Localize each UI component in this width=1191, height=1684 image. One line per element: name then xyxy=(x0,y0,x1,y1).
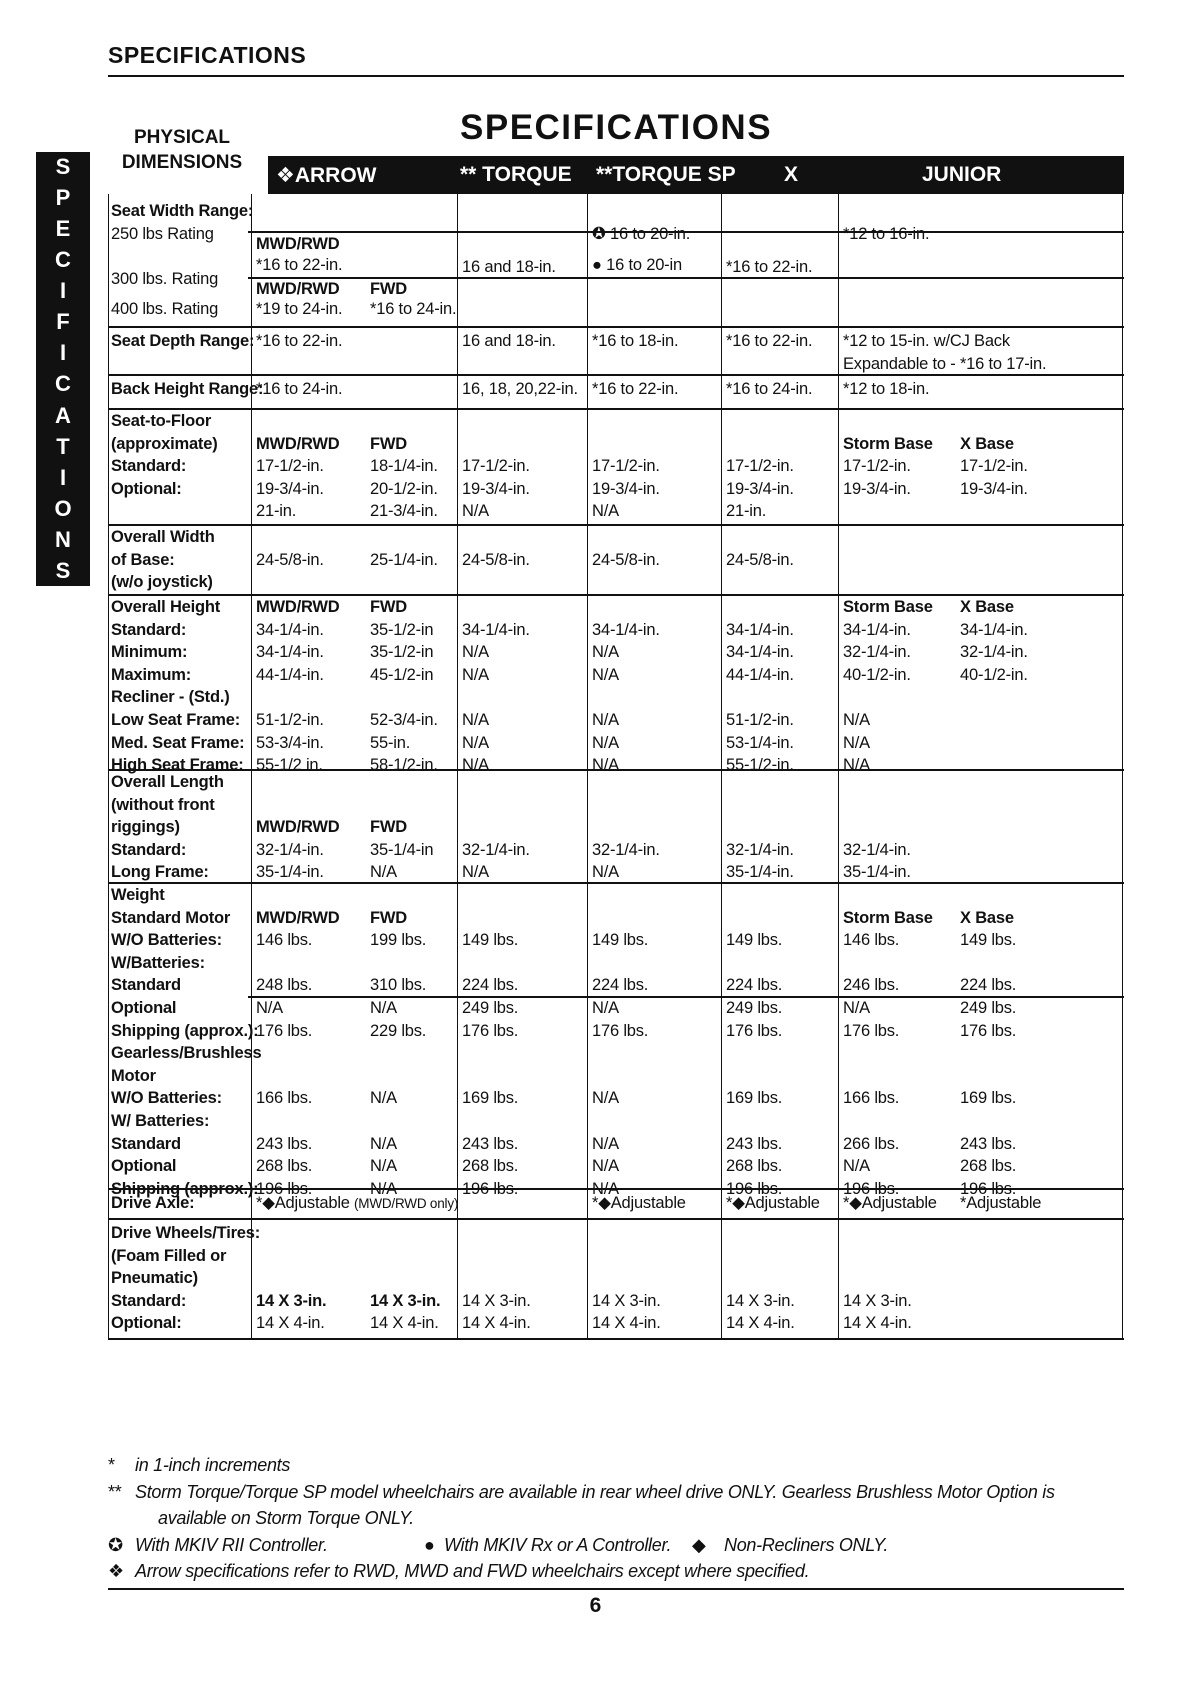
overall-length-junior: 32-1/4-in. xyxy=(843,840,911,859)
row-label-seat-to-floor: Optional: xyxy=(111,479,182,498)
overall-height-x: 34-1/4-in. xyxy=(726,620,794,639)
footnote-text: available on Storm Torque ONLY. xyxy=(158,1508,414,1528)
weight-torque: 196 lbs. xyxy=(462,1179,519,1198)
row-divider xyxy=(108,524,1124,526)
seat-depth-torque-sp: *16 to 18-in. xyxy=(592,332,679,350)
side-tab-letter: C xyxy=(55,371,71,397)
overall-height-torque-sp: N/A xyxy=(592,643,619,662)
weight-torque-sp: 224 lbs. xyxy=(592,976,649,995)
drive-axle-torque-sp: *◆Adjustable xyxy=(592,1194,686,1212)
row-label-overall-height: Low Seat Frame: xyxy=(111,711,241,729)
weight-torque: 224 lbs. xyxy=(462,976,519,995)
column-divider xyxy=(457,194,458,1338)
seat-width-arrow-fwd: *16 to 24-in. xyxy=(370,300,457,318)
row-label-weight: Motor xyxy=(111,1066,156,1085)
drive-axle-arrow-note: (MWD/RWD only) xyxy=(354,1196,459,1211)
overall-height-torque: N/A xyxy=(462,756,489,775)
weight-junior-x: 249 lbs. xyxy=(960,999,1017,1017)
side-tab xyxy=(36,152,90,586)
row-divider xyxy=(248,996,1124,998)
drive-type-label: MWD/RWD xyxy=(256,280,340,298)
column-divider xyxy=(1122,194,1123,1338)
col-header-torque-sp: **TORQUE SP xyxy=(596,163,736,186)
drive-wheels-arrow-fwd: 14 X 4-in. xyxy=(370,1314,439,1333)
row-label-weight: Optional xyxy=(111,999,177,1017)
footnote-increments xyxy=(108,1452,1124,1479)
row-label-drive-wheels: Standard: xyxy=(111,1291,187,1310)
weight-arrow: 243 lbs. xyxy=(256,1134,313,1153)
weight-arrow: N/A xyxy=(256,999,283,1017)
seat-to-floor-torque-sp: N/A xyxy=(592,502,619,521)
row-label-back-height: Back Height Range: xyxy=(111,380,264,398)
seat-width-junior: *12 to 16-in. xyxy=(843,225,930,243)
drive-type-label: MWD/RWD xyxy=(256,235,340,253)
seat-width-torque-sp: ✪ 16 to 20-in. xyxy=(592,225,691,243)
overall-height-x: 51-1/2-in. xyxy=(726,711,794,729)
seat-to-floor-arrow-fwd: 18-1/4-in. xyxy=(370,457,438,476)
overall-height-junior-storm: 34-1/4-in. xyxy=(843,620,911,639)
drive-wheels-junior: 14 X 4-in. xyxy=(843,1314,912,1333)
row-label-weight: W/ Batteries: xyxy=(111,1112,210,1130)
row-label-overall-width: (w/o joystick) xyxy=(111,573,213,592)
overall-length-arrow-fwd: FWD xyxy=(370,818,407,837)
column-header-bar xyxy=(268,156,1124,194)
overall-length-torque: 32-1/4-in. xyxy=(462,840,530,859)
overall-height-junior-storm: N/A xyxy=(843,756,870,775)
side-tab-letter: N xyxy=(55,526,71,552)
footnote-text: With MKIV RII Controller. xyxy=(135,1534,328,1555)
physical-label-line1: PHYSICAL xyxy=(133,127,231,148)
weight-torque: 268 lbs. xyxy=(462,1157,519,1176)
row-divider xyxy=(108,374,1124,376)
overall-height-junior-x: 34-1/4-in. xyxy=(960,620,1028,639)
drive-wheels-torque: 14 X 4-in. xyxy=(462,1314,531,1333)
specifications-table xyxy=(108,194,1124,1438)
seat-depth-x: *16 to 22-in. xyxy=(726,332,813,350)
row-label-overall-height: Minimum: xyxy=(111,643,188,662)
row-divider xyxy=(108,408,1124,410)
seat-to-floor-arrow-fwd: FWD xyxy=(370,434,407,453)
overall-width-torque: 24-5/8-in. xyxy=(462,550,530,569)
footnote-torque-cont xyxy=(108,1505,1124,1532)
overall-height-arrow-fwd: 55-in. xyxy=(370,733,411,752)
weight-junior-x: 224 lbs. xyxy=(960,976,1017,995)
weight-arrow-fwd: N/A xyxy=(370,1179,397,1198)
drive-wheels-torque-sp: 14 X 3-in. xyxy=(592,1291,661,1310)
overall-width-arrow: 24-5/8-in. xyxy=(256,550,324,569)
seat-width-x: *16 to 22-in. xyxy=(726,258,813,276)
overall-width-arrow-fwd: 25-1/4-in. xyxy=(370,550,438,569)
weight-torque: 176 lbs. xyxy=(462,1021,519,1040)
overall-height-arrow-fwd: 52-3/4-in. xyxy=(370,711,438,729)
seat-depth-junior: Expandable to - *16 to 17-in. xyxy=(843,354,1047,373)
row-label-weight: W/O Batteries: xyxy=(111,1089,222,1108)
overall-height-junior-storm: N/A xyxy=(843,733,870,752)
drive-wheels-x: 14 X 4-in. xyxy=(726,1314,795,1333)
weight-junior-storm: 146 lbs. xyxy=(843,931,900,950)
row-label-drive-wheels: Drive Wheels/Tires: xyxy=(111,1224,261,1242)
weight-arrow: 166 lbs. xyxy=(256,1089,313,1108)
weight-torque-sp: N/A xyxy=(592,999,619,1017)
drive-axle-junior-storm: *◆Adjustable xyxy=(843,1194,937,1212)
four-diamond-icon: ❖ xyxy=(108,1561,124,1581)
row-label-overall-length: (without front xyxy=(111,795,215,814)
seat-to-floor-arrow: 17-1/2-in. xyxy=(256,457,324,476)
overall-length-x: 35-1/4-in. xyxy=(726,863,794,882)
overall-height-torque: 34-1/4-in. xyxy=(462,620,530,639)
row-label-overall-height: Recliner - (Std.) xyxy=(111,688,230,707)
footnote-text: in 1-inch increments xyxy=(135,1455,291,1475)
weight-torque-sp: N/A xyxy=(592,1157,619,1176)
column-divider xyxy=(838,194,839,1338)
section-header: SPECIFICATIONS xyxy=(108,42,307,68)
row-label-overall-height: Overall Height xyxy=(111,598,221,616)
row-label-overall-height: High Seat Frame: xyxy=(111,756,244,775)
drive-axle-arrow: *◆Adjustable xyxy=(256,1194,350,1212)
overall-height-torque-sp: 34-1/4-in. xyxy=(592,620,660,639)
col-header-x: X xyxy=(784,163,799,186)
row-divider xyxy=(248,231,1124,233)
overall-length-torque-sp: N/A xyxy=(592,863,619,882)
weight-torque-sp: 176 lbs. xyxy=(592,1021,649,1040)
side-tab-letter: A xyxy=(55,402,71,428)
weight-x: 196 lbs. xyxy=(726,1179,783,1198)
seat-width-arrow: *19 to 24-in. xyxy=(256,300,343,318)
seat-to-floor-arrow-fwd: 21-3/4-in. xyxy=(370,502,438,521)
seat-to-floor-junior-storm: 17-1/2-in. xyxy=(843,457,911,476)
weight-arrow: 146 lbs. xyxy=(256,931,313,950)
row-divider xyxy=(108,1218,1124,1220)
weight-junior-x: 196 lbs. xyxy=(960,1179,1017,1198)
weight-junior-storm: N/A xyxy=(843,999,870,1017)
row-label-seat-to-floor: Standard: xyxy=(111,457,187,476)
row-label-overall-height: Maximum: xyxy=(111,665,191,684)
seat-to-floor-junior-storm: 19-3/4-in. xyxy=(843,479,911,498)
overall-length-x: 32-1/4-in. xyxy=(726,840,794,859)
side-tab-letter: S xyxy=(55,557,71,583)
seat-to-floor-x: 21-in. xyxy=(726,502,767,521)
overall-height-arrow: 44-1/4-in. xyxy=(256,665,324,684)
side-tab-letter: F xyxy=(56,309,70,335)
side-tab-letter: P xyxy=(55,185,71,211)
row-label-weight: W/Batteries: xyxy=(111,953,205,972)
row-label-weight: Shipping (approx.): xyxy=(111,1179,259,1198)
footnote-arrow xyxy=(108,1558,1124,1585)
side-tab-letter: E xyxy=(55,216,71,242)
seat-width-torque: 16 and 18-in. xyxy=(462,258,556,276)
footnotes xyxy=(108,1452,1124,1585)
overall-width-torque-sp: 24-5/8-in. xyxy=(592,550,660,569)
row-label-drive-wheels: Pneumatic) xyxy=(111,1269,198,1288)
weight-x: 176 lbs. xyxy=(726,1021,783,1040)
overall-height-arrow-fwd: 58-1/2-in. xyxy=(370,756,438,775)
overall-length-torque: N/A xyxy=(462,863,489,882)
weight-junior-storm: 266 lbs. xyxy=(843,1134,900,1153)
weight-arrow-fwd: FWD xyxy=(370,908,407,927)
footnote-text: Non-Recliners ONLY. xyxy=(724,1534,889,1555)
row-label-seat-depth: Seat Depth Range: xyxy=(111,332,255,350)
seat-to-floor-torque: N/A xyxy=(462,502,489,521)
overall-height-junior-x: X Base xyxy=(960,598,1014,616)
overall-height-junior-storm: Storm Base xyxy=(843,598,933,616)
side-tab-letter: I xyxy=(59,340,67,366)
row-label-overall-width: of Base: xyxy=(111,550,175,569)
footnote-text: With MKIV Rx or A Controller. xyxy=(444,1534,672,1555)
overall-height-arrow-fwd: FWD xyxy=(370,598,407,616)
seat-to-floor-arrow-fwd: 20-1/2-in. xyxy=(370,479,438,498)
weight-junior-x: 243 lbs. xyxy=(960,1134,1017,1153)
weight-arrow-fwd: N/A xyxy=(370,1134,397,1153)
overall-height-torque: N/A xyxy=(462,711,489,729)
seat-to-floor-torque: 19-3/4-in. xyxy=(462,479,530,498)
row-label-weight: Gearless/Brushless xyxy=(111,1044,262,1063)
column-divider xyxy=(721,194,722,1338)
row-label-drive-wheels: (Foam Filled or xyxy=(111,1246,227,1265)
row-label-seat-to-floor: (approximate) xyxy=(111,434,218,453)
column-divider xyxy=(251,194,252,1338)
row-label-weight: Optional xyxy=(111,1157,177,1176)
weight-junior-storm: N/A xyxy=(843,1157,870,1176)
footnote-torque xyxy=(108,1479,1124,1506)
weight-torque-sp: N/A xyxy=(592,1089,619,1108)
row-label-seat-width: Seat Width Range: xyxy=(111,202,254,220)
row-label-weight: Weight xyxy=(111,886,165,904)
row-label-weight: Standard Motor xyxy=(111,908,231,927)
overall-height-arrow: 34-1/4-in. xyxy=(256,620,324,639)
physical-dimensions-label xyxy=(112,125,252,175)
overall-length-arrow: 32-1/4-in. xyxy=(256,840,324,859)
star-circle-icon: ✪ xyxy=(108,1534,123,1555)
side-tab-letter: O xyxy=(54,495,72,521)
drive-wheels-junior: 14 X 3-in. xyxy=(843,1291,912,1310)
seat-to-floor-arrow: 19-3/4-in. xyxy=(256,479,324,498)
weight-junior-x: X Base xyxy=(960,908,1014,927)
row-label-weight: Shipping (approx.): xyxy=(111,1021,259,1040)
overall-height-junior-storm: 40-1/2-in. xyxy=(843,665,911,684)
seat-to-floor-torque-sp: 17-1/2-in. xyxy=(592,457,660,476)
row-label-overall-height: Med. Seat Frame: xyxy=(111,733,245,752)
overall-length-arrow-fwd: 35-1/4-in xyxy=(370,840,434,859)
overall-height-arrow: 51-1/2-in. xyxy=(256,711,324,729)
side-tab-letter: I xyxy=(59,278,67,304)
weight-x: 169 lbs. xyxy=(726,1089,783,1108)
rating-label: 400 lbs. Rating xyxy=(111,300,219,318)
row-divider xyxy=(108,1338,1124,1340)
drive-axle-x: *◆Adjustable xyxy=(726,1194,820,1212)
weight-junior-x: 268 lbs. xyxy=(960,1157,1017,1176)
footer-rule xyxy=(108,1588,1124,1590)
overall-height-arrow-fwd: 35-1/2-in xyxy=(370,620,434,639)
weight-x: 149 lbs. xyxy=(726,931,783,950)
footnote-text: Arrow specifications refer to RWD, MWD and FWD wheelchairs except where specified. xyxy=(135,1561,810,1581)
overall-height-torque: N/A xyxy=(462,733,489,752)
overall-length-junior: 35-1/4-in. xyxy=(843,863,911,882)
drive-wheels-torque: 14 X 3-in. xyxy=(462,1291,531,1310)
overall-height-torque-sp: N/A xyxy=(592,665,619,684)
row-label-weight: W/O Batteries: xyxy=(111,931,222,950)
back-height-arrow: *16 to 24-in. xyxy=(256,380,343,398)
overall-height-x: 53-1/4-in. xyxy=(726,733,794,752)
row-label-weight: Standard xyxy=(111,1134,181,1153)
overall-height-junior-storm: N/A xyxy=(843,711,870,729)
seat-to-floor-arrow: 21-in. xyxy=(256,502,297,521)
weight-torque: 243 lbs. xyxy=(462,1134,519,1153)
page-number: 6 xyxy=(589,1594,602,1617)
overall-height-arrow: MWD/RWD xyxy=(256,598,340,616)
weight-arrow-fwd: 199 lbs. xyxy=(370,931,427,950)
overall-height-torque-sp: N/A xyxy=(592,756,619,775)
overall-length-arrow-fwd: N/A xyxy=(370,863,397,882)
overall-height-arrow: 55-1/2 in. xyxy=(256,756,323,775)
row-divider xyxy=(108,882,1124,884)
drive-wheels-arrow-fwd: 14 X 3-in. xyxy=(370,1291,441,1310)
weight-arrow-fwd: N/A xyxy=(370,999,397,1017)
weight-junior-x: 149 lbs. xyxy=(960,931,1017,950)
overall-length-arrow: 35-1/4-in. xyxy=(256,863,324,882)
column-divider xyxy=(108,194,109,1338)
weight-torque: 249 lbs. xyxy=(462,999,519,1017)
weight-arrow: 248 lbs. xyxy=(256,976,313,995)
weight-x: 224 lbs. xyxy=(726,976,783,995)
column-divider xyxy=(587,194,588,1338)
drive-wheels-arrow: 14 X 4-in. xyxy=(256,1314,325,1333)
weight-junior-storm: 176 lbs. xyxy=(843,1021,900,1040)
seat-to-floor-junior-x: 19-3/4-in. xyxy=(960,479,1028,498)
back-height-junior: *12 to 18-in. xyxy=(843,380,930,398)
row-divider xyxy=(108,326,1124,328)
row-label-overall-length: riggings) xyxy=(111,818,180,837)
back-height-x: *16 to 24-in. xyxy=(726,380,813,398)
row-label-drive-axle: Drive Axle: xyxy=(111,1194,195,1212)
side-tab-letter: T xyxy=(56,433,70,459)
physical-label-line2: DIMENSIONS xyxy=(121,152,243,173)
weight-arrow-fwd: 310 lbs. xyxy=(370,976,427,995)
overall-height-torque-sp: N/A xyxy=(592,711,619,729)
seat-to-floor-x: 17-1/2-in. xyxy=(726,457,794,476)
weight-junior-storm: 246 lbs. xyxy=(843,976,900,995)
weight-x: 268 lbs. xyxy=(726,1157,783,1176)
seat-width-arrow: *16 to 22-in. xyxy=(256,256,343,274)
weight-arrow-fwd: 229 lbs. xyxy=(370,1021,427,1040)
double-asterisk-symbol: ** xyxy=(108,1481,122,1502)
footnote-text: Storm Torque/Torque SP model wheelchairs are available in rear wheel drive ONLY. Gearless Brushless Motor Option is xyxy=(135,1481,1055,1502)
weight-torque-sp: N/A xyxy=(592,1134,619,1153)
row-label-overall-length: Long Frame: xyxy=(111,863,209,882)
row-label-drive-wheels: Optional: xyxy=(111,1314,182,1333)
seat-to-floor-torque-sp: 19-3/4-in. xyxy=(592,479,660,498)
side-tab-letter: S xyxy=(55,154,71,179)
bullet-circle-icon: ● xyxy=(424,1534,435,1555)
col-header-junior: JUNIOR xyxy=(922,163,1002,186)
back-height-torque: 16, 18, 20,22-in. xyxy=(462,380,578,398)
weight-arrow: 196 lbs. xyxy=(256,1179,313,1198)
col-header-torque: ** TORQUE xyxy=(460,163,572,186)
seat-to-floor-x: 19-3/4-in. xyxy=(726,479,794,498)
row-label-seat-to-floor: Seat-to-Floor xyxy=(111,412,212,430)
weight-junior-x: 169 lbs. xyxy=(960,1089,1017,1108)
header-rule xyxy=(108,75,1124,77)
seat-to-floor-torque: 17-1/2-in. xyxy=(462,457,530,476)
overall-width-x: 24-5/8-in. xyxy=(726,550,794,569)
weight-junior-storm: Storm Base xyxy=(843,908,933,927)
weight-junior-x: 176 lbs. xyxy=(960,1021,1017,1040)
overall-height-torque: N/A xyxy=(462,643,489,662)
overall-height-arrow-fwd: 35-1/2-in xyxy=(370,643,434,662)
row-divider xyxy=(108,1188,1124,1190)
overall-height-torque-sp: N/A xyxy=(592,733,619,752)
rating-label: 300 lbs. Rating xyxy=(111,270,219,288)
weight-torque-sp: 149 lbs. xyxy=(592,931,649,950)
row-label-overall-height: Standard: xyxy=(111,620,187,639)
overall-height-x: 55-1/2-in. xyxy=(726,756,794,775)
weight-x: 243 lbs. xyxy=(726,1134,783,1153)
weight-junior-storm: 196 lbs. xyxy=(843,1179,900,1198)
drive-type-label: FWD xyxy=(370,280,407,298)
row-label-overall-width: Overall Width xyxy=(111,528,215,546)
overall-length-torque-sp: 32-1/4-in. xyxy=(592,840,660,859)
row-label-overall-length: Standard: xyxy=(111,840,187,859)
footnote-controllers xyxy=(108,1532,1124,1559)
weight-arrow: 176 lbs. xyxy=(256,1021,313,1040)
seat-depth-arrow: *16 to 22-in. xyxy=(256,332,343,350)
overall-height-junior-x: 40-1/2-in. xyxy=(960,665,1028,684)
overall-height-x: 44-1/4-in. xyxy=(726,665,794,684)
asterisk-symbol: * xyxy=(108,1455,115,1475)
weight-arrow-fwd: N/A xyxy=(370,1089,397,1108)
seat-to-floor-arrow: MWD/RWD xyxy=(256,434,340,453)
diamond-icon: ◆ xyxy=(692,1534,706,1555)
drive-axle-junior-x: *Adjustable xyxy=(960,1194,1042,1212)
drive-wheels-arrow: 14 X 3-in. xyxy=(256,1291,327,1310)
rating-label: 250 lbs Rating xyxy=(111,225,214,243)
overall-height-arrow: 34-1/4-in. xyxy=(256,643,324,662)
seat-to-floor-junior-x: 17-1/2-in. xyxy=(960,457,1028,476)
overall-length-arrow: MWD/RWD xyxy=(256,818,340,837)
overall-height-arrow-fwd: 45-1/2-in xyxy=(370,665,434,684)
weight-junior-storm: 166 lbs. xyxy=(843,1089,900,1108)
seat-to-floor-junior-storm: Storm Base xyxy=(843,434,933,453)
page-title: SPECIFICATIONS xyxy=(460,108,773,147)
overall-height-junior-storm: 32-1/4-in. xyxy=(843,643,911,662)
row-label-weight: Standard xyxy=(111,976,181,995)
back-height-torque-sp: *16 to 22-in. xyxy=(592,380,679,398)
row-label-overall-length: Overall Length xyxy=(111,773,224,791)
row-divider xyxy=(108,769,1124,771)
overall-height-x: 34-1/4-in. xyxy=(726,643,794,662)
side-tab-letter: C xyxy=(55,247,71,273)
seat-width-torque-sp: ● 16 to 20-in xyxy=(592,256,682,274)
side-tab-letter: I xyxy=(59,464,67,490)
weight-arrow: 268 lbs. xyxy=(256,1157,313,1176)
overall-height-junior-x: 32-1/4-in. xyxy=(960,643,1028,662)
seat-depth-junior: *12 to 15-in. w/CJ Back xyxy=(843,332,1010,350)
drive-wheels-torque-sp: 14 X 4-in. xyxy=(592,1314,661,1333)
weight-torque: 169 lbs. xyxy=(462,1089,519,1108)
weight-torque-sp: N/A xyxy=(592,1179,619,1198)
overall-height-torque: N/A xyxy=(462,665,489,684)
weight-x: 249 lbs. xyxy=(726,999,783,1017)
overall-height-arrow: 53-3/4-in. xyxy=(256,733,324,752)
weight-torque: 149 lbs. xyxy=(462,931,519,950)
seat-depth-torque: 16 and 18-in. xyxy=(462,332,556,350)
col-header-arrow: ❖ARROW xyxy=(276,164,377,187)
seat-to-floor-junior-x: X Base xyxy=(960,434,1014,453)
weight-arrow: MWD/RWD xyxy=(256,908,340,927)
drive-wheels-x: 14 X 3-in. xyxy=(726,1291,795,1310)
weight-arrow-fwd: N/A xyxy=(370,1157,397,1176)
